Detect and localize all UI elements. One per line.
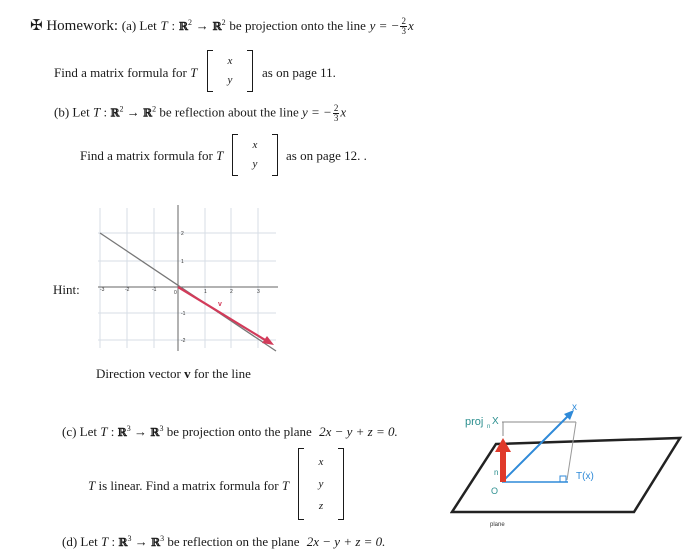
vector-entry-x: x	[252, 139, 258, 151]
real-space-R: ℝ	[117, 426, 127, 439]
vector-entry-z: z	[318, 500, 324, 512]
part-c-prefix: (c) Let	[62, 424, 98, 439]
T-symbol: T	[88, 478, 96, 493]
real-space-R: ℝ	[118, 536, 128, 549]
x-vector-label: x	[572, 402, 577, 413]
T-symbol: T	[281, 478, 290, 493]
T-symbol: T	[190, 65, 198, 80]
hint-graph	[98, 203, 280, 353]
x-tick-label: 2	[230, 289, 233, 295]
exponent: 2	[188, 18, 193, 27]
projection-figure	[450, 400, 690, 535]
T-symbol: T	[92, 104, 101, 120]
homework-header	[30, 16, 414, 36]
vector-matrix-b	[232, 134, 278, 176]
x-tick-label: 3	[257, 289, 260, 295]
plane-parallelogram	[452, 438, 680, 512]
vector-entry-y: y	[252, 158, 258, 170]
exponent: 3	[126, 424, 131, 433]
cross-icon: ✠	[30, 16, 43, 34]
y-tick-label: 2	[181, 231, 184, 237]
arrow: →	[134, 534, 148, 549]
part-b-statement	[54, 104, 346, 123]
line-eq-x: x	[340, 104, 347, 120]
caption-suffix: for the line	[193, 366, 251, 381]
colon: :	[110, 424, 115, 439]
exponent: 2	[119, 104, 124, 114]
linear-prefix: is linear. Find a matrix formula for	[98, 478, 279, 493]
exponent: 2	[152, 104, 157, 114]
n-label: n	[494, 468, 499, 477]
x-tick-label: -3	[100, 287, 105, 293]
real-space-R: ℝ	[212, 20, 222, 33]
line-eq-x: x	[407, 18, 414, 33]
x-tick-label: 0	[174, 290, 177, 296]
exponent: 3	[160, 534, 165, 543]
grid	[98, 208, 276, 348]
vector-entry-y: y	[227, 74, 233, 86]
part-c-statement	[62, 424, 398, 440]
vector-entry-x: x	[318, 456, 324, 468]
plane-equation: 2x − y + z = 0.	[319, 424, 398, 439]
real-space-R: ℝ	[178, 20, 189, 33]
part-b-find-line	[80, 148, 223, 164]
part-d-statement	[62, 534, 385, 550]
exponent: 3	[127, 534, 132, 543]
part-c-description: be projection onto the plane	[166, 424, 312, 439]
caption-v: v	[184, 366, 191, 381]
fraction	[333, 104, 340, 123]
find-prefix: Find a matrix formula for	[80, 148, 213, 163]
T-symbol: T	[100, 534, 109, 549]
frac-denominator: 3	[333, 113, 339, 123]
real-space-R: ℝ	[150, 426, 160, 439]
proj-subscript: n	[487, 424, 491, 430]
vector-matrix-c	[298, 448, 344, 520]
vector-entry-y: y	[318, 478, 324, 490]
vector-matrix-a	[207, 50, 253, 92]
exponent: 3	[159, 424, 164, 433]
part-c-linear-line	[88, 478, 289, 494]
arrow: →	[134, 424, 148, 439]
y-tick-label: -2	[181, 338, 186, 344]
real-space-R: ℝ	[151, 536, 161, 549]
part-a-suffix: as on page 11.	[262, 65, 336, 80]
part-a-find-line	[54, 65, 197, 81]
exponent: 2	[221, 18, 226, 27]
y-tick-label: -1	[181, 311, 186, 317]
plane-equation: 2x − y + z = 0.	[306, 534, 386, 549]
homework-title: Homework:	[46, 18, 118, 34]
tx-label: T(x)	[576, 471, 594, 482]
real-space-R: ℝ	[110, 106, 120, 120]
x-tick-label: -1	[152, 287, 157, 293]
colon: :	[111, 534, 116, 549]
direction-vector-v	[178, 287, 270, 343]
vector-label-v: v	[218, 301, 222, 308]
part-b-suffix: as on page 12. .	[286, 148, 367, 163]
vector-entry-x: x	[227, 55, 233, 67]
part-b-prefix: (b) Let	[54, 104, 90, 120]
proj-x-label: X	[492, 416, 499, 427]
line-equation: y = −	[302, 104, 332, 120]
part-a-prefix: (a) Let	[121, 18, 157, 33]
part-b-description: be reflection about the line	[159, 104, 299, 120]
T-symbol: T	[216, 148, 224, 163]
part-a-description: be projection onto the line	[229, 18, 366, 33]
arrow: →	[126, 104, 140, 120]
colon: :	[103, 104, 108, 120]
find-prefix: Find a matrix formula for	[54, 65, 187, 80]
plane-label: plane	[490, 522, 505, 528]
colon: :	[171, 18, 176, 33]
origin-label: O	[491, 486, 499, 496]
part-a-T: T	[160, 18, 168, 33]
hint-caption	[96, 366, 251, 382]
fraction	[400, 17, 407, 36]
part-d-description: be reflection on the plane	[167, 534, 300, 549]
frac-numerator: 2	[401, 16, 406, 27]
y-tick-label: 1	[181, 259, 184, 265]
arrow: →	[195, 18, 209, 33]
real-space-R: ℝ	[143, 106, 153, 120]
frac-numerator: 2	[333, 103, 339, 113]
x-tick-label: -2	[125, 287, 130, 293]
caption-prefix: Direction vector	[96, 366, 181, 381]
frac-denominator: 3	[401, 26, 406, 37]
line-equation: y = −	[369, 18, 400, 33]
part-d-prefix: (d) Let	[62, 534, 98, 549]
x-tick-label: 1	[204, 289, 207, 295]
hint-label: Hint:	[53, 282, 80, 297]
proj-label: proj	[465, 416, 484, 428]
T-symbol: T	[100, 424, 108, 439]
